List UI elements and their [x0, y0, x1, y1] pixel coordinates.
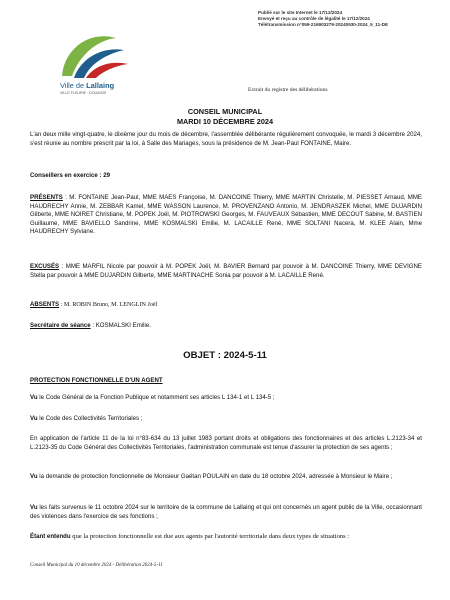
etant-entendu-label: Étant entendu [30, 533, 71, 540]
vu-code-general-text: le Code Général de la Fonction Publique et notamment ses articles L 134-1 et L 134-5 ; [37, 394, 275, 401]
excuses-list: : MME MARFIL Nicole par pouvoir à M. POPEK Joël, M. BAVIER Bernard par pouvoir à M. DANCOINE Thierry, MME DEVIGNE Stella par pouvoir à MME DUJARDIN Gilberte, MME MARTINACHE Sonia par pouvoir à M. LACAILLE René. [30, 263, 422, 279]
conseillers-label: Conseillers en exercice : [30, 172, 102, 179]
city-logo-prefix: Ville de [60, 81, 85, 90]
objet-heading: OBJET : 2024-5-11 [183, 350, 267, 361]
presents-label: PRÉSENTS [30, 194, 63, 201]
etant-entendu [30, 533, 422, 542]
presents-list: : M. FONTAINE Jean-Paul, MME MAES Françoise, M. DANCOINE Thierry, MME MARTIN Christelle, M. PIESSET Arnaud, MME HAUDRECHY Annie, M. ZEBBAR Kamel, MME WASSON Laurence, M. PROVENZANO Antonio, M. JENDRASZEK Michel, MME DUJARDIN Gilberte, MME NOIRET Christiane, M. POPEK Joël, M. PIOTROWSKI Georges, M. FAUVEAUX Sébastien, MME DECOUT Sabine, M. BASTIEN Guillaume, MME BAVIELLO Sandrine, MME KOSMALSKI Emilie, M. LACAILLE René, MME SOLTANI Nacera, M. KLEE Alain, Mme HAUDRECHY Sylviane. [30, 194, 422, 236]
city-logo-main: Lallaing [86, 81, 115, 90]
vu-code-collectivites-text: le Code des Collectivités Territoriales ; [37, 415, 143, 422]
absents-line [30, 301, 422, 310]
conseillers-count: 29 [103, 172, 110, 179]
intro-paragraph: L'an deux mille vingt-quatre, le dixième jour du mois de décembre, l'assemblée délibérante régulièrement convoquée, le mardi 3 décembre 2024, s'est réunie au nombre prescrit par la loi, à Salle des Mariages, sous la présidence de M. Jean-Paul FONTAINE, Maire. [30, 131, 422, 147]
stamp-line-teletransmission: Télétransmission n°059-216903279-20240930-2024_5_11-DE [258, 22, 389, 28]
vu-demande-text: la demande de protection fonctionnelle de Monsieur Gaëtan POULAIN en date du 18 octobre 2024, adressée à Monsieur le Maire ; [37, 473, 393, 480]
stamp-line-published: Publié sur le site Internet le 17/12/2024 [258, 10, 343, 15]
vu-label: Vu [30, 394, 38, 401]
extract-label: Extrait du registre des délibérations [248, 87, 328, 93]
subject-line [30, 377, 422, 386]
subject-title: PROTECTION FONCTIONNELLE D'UN AGENT [30, 377, 163, 384]
city-logo-tagline: VILLE FLEURIE · DOUAISIS [60, 91, 107, 95]
conseillers-line [30, 172, 422, 181]
city-logo-name [60, 81, 160, 90]
application-paragraph: En application de l'article 11 de la loi n°83-634 du 13 juillet 1983 portant droits et obligations des fonctionnaires et des articles L.2123-34 et L.2123-35 du Code Général des Collectivités Territoriales, l'administration communale est tenue d'assurer la protection de ses agents ; [30, 435, 422, 451]
vu-label: Vu [30, 504, 38, 511]
presents-paragraph [30, 194, 422, 237]
vu-label: Vu [30, 415, 38, 422]
vu-label: Vu [30, 473, 38, 480]
etant-entendu-text: que la protection fonctionnelle est due aux agents par l'autorité territoriale dans deux types de situations : [70, 533, 350, 540]
vu-faits [30, 504, 422, 521]
transmission-stamp [258, 10, 448, 29]
absents-list: : M. ROBIN Bruno, M. LENGLIN Joël [59, 302, 158, 308]
secretaire-label: Secrétaire de séance [30, 322, 91, 329]
excuses-label: EXCUSÉS [30, 263, 60, 270]
vu-code-collectivites [30, 415, 422, 424]
stamp-line-legality: Envoyé et reçu au contrôle de légalité le 17/12/2024 [258, 16, 370, 22]
excuses-paragraph [30, 263, 422, 280]
vu-demande [30, 473, 422, 482]
document-title: CONSEIL MUNICIPAL [187, 107, 263, 116]
secretaire-name: : KOSMALSKI Emilie. [90, 322, 151, 329]
vu-code-general [30, 394, 422, 403]
page-footer: Conseil Municipal du 10 décembre 2024 - Délibération 2024-5-11 [30, 563, 163, 568]
secretaire-line [30, 322, 422, 331]
vu-faits-text: les faits survenus le 11 octobre 2024 sur le territoire de la commune de Lallaing et qui ont concernés un agent public de la Ville, occasionnant des violences dans l'exercice de ses fonctions ; [30, 504, 422, 520]
document-date: MARDI 10 DÉCEMBRE 2024 [176, 117, 274, 126]
absents-label: ABSENTS [30, 301, 60, 308]
